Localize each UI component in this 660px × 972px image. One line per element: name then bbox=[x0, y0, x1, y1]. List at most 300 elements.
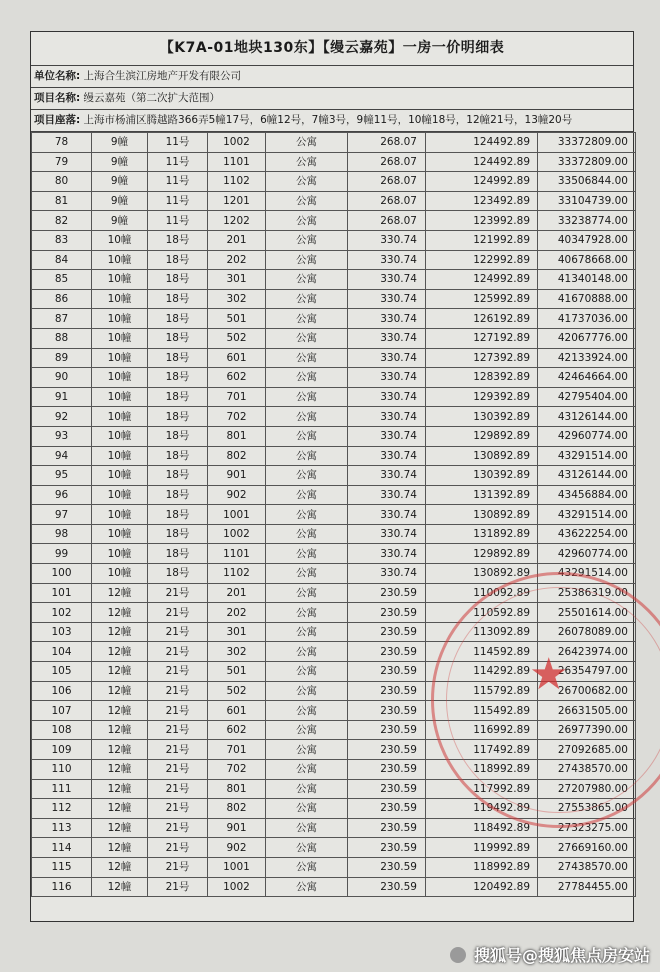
cell-area: 268.07 bbox=[348, 152, 426, 172]
cell-usage: 公寓 bbox=[266, 191, 348, 211]
cell-building: 10幢 bbox=[92, 289, 148, 309]
table-row bbox=[32, 662, 636, 682]
cell-area: 230.59 bbox=[348, 857, 426, 877]
table-row bbox=[32, 701, 636, 721]
cell-row-number: 95 bbox=[32, 466, 92, 486]
cell-row-number: 102 bbox=[32, 603, 92, 623]
cell-building: 12幢 bbox=[92, 622, 148, 642]
cell-total-price: 27784455.00 bbox=[538, 877, 636, 897]
cell-building: 12幢 bbox=[92, 662, 148, 682]
cell-unit-number: 18号 bbox=[148, 446, 208, 466]
cell-row-number: 90 bbox=[32, 368, 92, 388]
table-row bbox=[32, 387, 636, 407]
cell-usage: 公寓 bbox=[266, 838, 348, 858]
cell-area: 330.74 bbox=[348, 466, 426, 486]
cell-unit-number: 21号 bbox=[148, 681, 208, 701]
cell-unit-price: 119492.89 bbox=[426, 799, 538, 819]
cell-building: 12幢 bbox=[92, 583, 148, 603]
cell-building: 10幢 bbox=[92, 270, 148, 290]
cell-usage: 公寓 bbox=[266, 152, 348, 172]
cell-total-price: 42133924.00 bbox=[538, 348, 636, 368]
cell-unit-price: 124492.89 bbox=[426, 152, 538, 172]
cell-row-number: 116 bbox=[32, 877, 92, 897]
cell-unit-number: 21号 bbox=[148, 701, 208, 721]
cell-area: 268.07 bbox=[348, 172, 426, 192]
cell-area: 230.59 bbox=[348, 701, 426, 721]
cell-unit-number: 18号 bbox=[148, 348, 208, 368]
cell-area: 330.74 bbox=[348, 407, 426, 427]
cell-room: 301 bbox=[208, 622, 266, 642]
table-row bbox=[32, 838, 636, 858]
cell-unit-number: 18号 bbox=[148, 485, 208, 505]
developer-label: 单位名称: bbox=[34, 70, 81, 82]
cell-total-price: 40347928.00 bbox=[538, 230, 636, 250]
cell-row-number: 110 bbox=[32, 760, 92, 780]
cell-room: 701 bbox=[208, 740, 266, 760]
table-row bbox=[32, 152, 636, 172]
cell-unit-price: 130892.89 bbox=[426, 505, 538, 525]
cell-total-price: 42960774.00 bbox=[538, 426, 636, 446]
cell-usage: 公寓 bbox=[266, 799, 348, 819]
cell-row-number: 98 bbox=[32, 524, 92, 544]
cell-area: 230.59 bbox=[348, 603, 426, 623]
cell-unit-number: 11号 bbox=[148, 133, 208, 153]
cell-area: 230.59 bbox=[348, 662, 426, 682]
cell-usage: 公寓 bbox=[266, 505, 348, 525]
cell-unit-price: 118992.89 bbox=[426, 857, 538, 877]
cell-total-price: 27553865.00 bbox=[538, 799, 636, 819]
cell-total-price: 43126144.00 bbox=[538, 407, 636, 427]
cell-total-price: 26354797.00 bbox=[538, 662, 636, 682]
cell-building: 10幢 bbox=[92, 407, 148, 427]
cell-area: 230.59 bbox=[348, 799, 426, 819]
cell-building: 12幢 bbox=[92, 779, 148, 799]
cell-usage: 公寓 bbox=[266, 701, 348, 721]
cell-building: 9幢 bbox=[92, 152, 148, 172]
cell-room: 601 bbox=[208, 348, 266, 368]
cell-building: 12幢 bbox=[92, 760, 148, 780]
table-row bbox=[32, 642, 636, 662]
cell-room: 1102 bbox=[208, 172, 266, 192]
cell-room: 602 bbox=[208, 368, 266, 388]
document-title: 【K7A-01地块130东】【缦云嘉苑】一房一价明细表 bbox=[31, 32, 633, 66]
cell-room: 201 bbox=[208, 230, 266, 250]
cell-row-number: 109 bbox=[32, 740, 92, 760]
cell-unit-number: 18号 bbox=[148, 426, 208, 446]
price-table bbox=[31, 132, 636, 897]
cell-row-number: 113 bbox=[32, 818, 92, 838]
cell-room: 202 bbox=[208, 603, 266, 623]
cell-building: 12幢 bbox=[92, 740, 148, 760]
cell-total-price: 26700682.00 bbox=[538, 681, 636, 701]
project-value: 缦云嘉苑（第二次扩大范围） bbox=[83, 92, 221, 104]
cell-area: 330.74 bbox=[348, 524, 426, 544]
cell-total-price: 33372809.00 bbox=[538, 133, 636, 153]
table-row bbox=[32, 622, 636, 642]
cell-room: 1001 bbox=[208, 857, 266, 877]
cell-total-price: 33104739.00 bbox=[538, 191, 636, 211]
cell-unit-price: 124992.89 bbox=[426, 270, 538, 290]
cell-area: 268.07 bbox=[348, 191, 426, 211]
cell-unit-number: 21号 bbox=[148, 603, 208, 623]
cell-total-price: 27207980.00 bbox=[538, 779, 636, 799]
cell-area: 330.74 bbox=[348, 270, 426, 290]
cell-area: 268.07 bbox=[348, 211, 426, 231]
cell-unit-number: 21号 bbox=[148, 622, 208, 642]
cell-total-price: 43291514.00 bbox=[538, 505, 636, 525]
cell-row-number: 97 bbox=[32, 505, 92, 525]
cell-unit-price: 120492.89 bbox=[426, 877, 538, 897]
cell-usage: 公寓 bbox=[266, 818, 348, 838]
table-row bbox=[32, 799, 636, 819]
cell-row-number: 108 bbox=[32, 720, 92, 740]
cell-unit-number: 18号 bbox=[148, 250, 208, 270]
table-row bbox=[32, 211, 636, 231]
cell-usage: 公寓 bbox=[266, 740, 348, 760]
cell-building: 12幢 bbox=[92, 799, 148, 819]
cell-unit-price: 130392.89 bbox=[426, 407, 538, 427]
cell-row-number: 84 bbox=[32, 250, 92, 270]
cell-unit-number: 21号 bbox=[148, 740, 208, 760]
cell-unit-price: 118492.89 bbox=[426, 818, 538, 838]
cell-unit-number: 18号 bbox=[148, 368, 208, 388]
table-row bbox=[32, 466, 636, 486]
cell-row-number: 104 bbox=[32, 642, 92, 662]
cell-unit-price: 110592.89 bbox=[426, 603, 538, 623]
cell-usage: 公寓 bbox=[266, 564, 348, 584]
cell-unit-price: 129392.89 bbox=[426, 387, 538, 407]
cell-row-number: 88 bbox=[32, 328, 92, 348]
cell-usage: 公寓 bbox=[266, 544, 348, 564]
cell-building: 9幢 bbox=[92, 191, 148, 211]
table-row bbox=[32, 446, 636, 466]
cell-unit-price: 131392.89 bbox=[426, 485, 538, 505]
cell-building: 12幢 bbox=[92, 818, 148, 838]
cell-room: 502 bbox=[208, 681, 266, 701]
cell-unit-number: 18号 bbox=[148, 387, 208, 407]
cell-unit-price: 123492.89 bbox=[426, 191, 538, 211]
cell-building: 12幢 bbox=[92, 701, 148, 721]
cell-area: 330.74 bbox=[348, 328, 426, 348]
cell-usage: 公寓 bbox=[266, 877, 348, 897]
cell-area: 330.74 bbox=[348, 426, 426, 446]
cell-room: 801 bbox=[208, 426, 266, 446]
cell-unit-number: 11号 bbox=[148, 191, 208, 211]
cell-usage: 公寓 bbox=[266, 426, 348, 446]
cell-usage: 公寓 bbox=[266, 603, 348, 623]
cell-row-number: 96 bbox=[32, 485, 92, 505]
cell-room: 1002 bbox=[208, 524, 266, 544]
cell-unit-price: 130892.89 bbox=[426, 446, 538, 466]
cell-row-number: 89 bbox=[32, 348, 92, 368]
cell-usage: 公寓 bbox=[266, 446, 348, 466]
cell-unit-number: 18号 bbox=[148, 544, 208, 564]
cell-room: 201 bbox=[208, 583, 266, 603]
table-row bbox=[32, 524, 636, 544]
table-row bbox=[32, 485, 636, 505]
cell-building: 12幢 bbox=[92, 838, 148, 858]
cell-unit-price: 130392.89 bbox=[426, 466, 538, 486]
cell-total-price: 41737036.00 bbox=[538, 309, 636, 329]
cell-usage: 公寓 bbox=[266, 328, 348, 348]
cell-building: 12幢 bbox=[92, 603, 148, 623]
cell-unit-number: 21号 bbox=[148, 662, 208, 682]
cell-area: 230.59 bbox=[348, 583, 426, 603]
cell-unit-price: 113092.89 bbox=[426, 622, 538, 642]
cell-unit-number: 18号 bbox=[148, 328, 208, 348]
cell-unit-price: 124492.89 bbox=[426, 133, 538, 153]
cell-row-number: 105 bbox=[32, 662, 92, 682]
cell-area: 230.59 bbox=[348, 838, 426, 858]
cell-total-price: 40678668.00 bbox=[538, 250, 636, 270]
table-row bbox=[32, 505, 636, 525]
cell-area: 330.74 bbox=[348, 564, 426, 584]
cell-usage: 公寓 bbox=[266, 760, 348, 780]
cell-area: 230.59 bbox=[348, 642, 426, 662]
cell-usage: 公寓 bbox=[266, 289, 348, 309]
watermark-text: 搜狐号@搜狐焦点房安站 bbox=[473, 946, 650, 965]
cell-usage: 公寓 bbox=[266, 466, 348, 486]
cell-row-number: 92 bbox=[32, 407, 92, 427]
cell-unit-price: 114592.89 bbox=[426, 642, 538, 662]
table-row bbox=[32, 309, 636, 329]
cell-area: 330.74 bbox=[348, 505, 426, 525]
cell-area: 330.74 bbox=[348, 368, 426, 388]
cell-room: 1001 bbox=[208, 505, 266, 525]
cell-unit-price: 128392.89 bbox=[426, 368, 538, 388]
cell-row-number: 79 bbox=[32, 152, 92, 172]
cell-usage: 公寓 bbox=[266, 642, 348, 662]
cell-room: 601 bbox=[208, 701, 266, 721]
watermark-logo-icon bbox=[450, 947, 466, 963]
cell-usage: 公寓 bbox=[266, 407, 348, 427]
cell-row-number: 101 bbox=[32, 583, 92, 603]
cell-unit-number: 11号 bbox=[148, 211, 208, 231]
cell-usage: 公寓 bbox=[266, 309, 348, 329]
cell-unit-price: 117492.89 bbox=[426, 740, 538, 760]
table-row bbox=[32, 289, 636, 309]
cell-unit-price: 110092.89 bbox=[426, 583, 538, 603]
cell-room: 1201 bbox=[208, 191, 266, 211]
cell-unit-number: 18号 bbox=[148, 564, 208, 584]
cell-usage: 公寓 bbox=[266, 270, 348, 290]
cell-unit-number: 21号 bbox=[148, 583, 208, 603]
cell-unit-number: 21号 bbox=[148, 760, 208, 780]
table-row bbox=[32, 348, 636, 368]
cell-row-number: 107 bbox=[32, 701, 92, 721]
cell-unit-number: 18号 bbox=[148, 270, 208, 290]
developer-value: 上海合生滨江房地产开发有限公司 bbox=[83, 70, 242, 82]
cell-total-price: 33238774.00 bbox=[538, 211, 636, 231]
cell-building: 10幢 bbox=[92, 564, 148, 584]
cell-unit-number: 18号 bbox=[148, 524, 208, 544]
cell-total-price: 27438570.00 bbox=[538, 760, 636, 780]
seal-star-icon: ★ bbox=[529, 649, 569, 700]
cell-total-price: 26631505.00 bbox=[538, 701, 636, 721]
cell-usage: 公寓 bbox=[266, 368, 348, 388]
cell-room: 802 bbox=[208, 799, 266, 819]
cell-building: 10幢 bbox=[92, 387, 148, 407]
cell-row-number: 80 bbox=[32, 172, 92, 192]
cell-room: 602 bbox=[208, 720, 266, 740]
table-row bbox=[32, 740, 636, 760]
cell-row-number: 78 bbox=[32, 133, 92, 153]
cell-usage: 公寓 bbox=[266, 387, 348, 407]
cell-room: 801 bbox=[208, 779, 266, 799]
cell-unit-price: 116992.89 bbox=[426, 720, 538, 740]
cell-row-number: 100 bbox=[32, 564, 92, 584]
cell-room: 901 bbox=[208, 818, 266, 838]
cell-total-price: 25501614.00 bbox=[538, 603, 636, 623]
cell-room: 902 bbox=[208, 838, 266, 858]
cell-unit-number: 21号 bbox=[148, 818, 208, 838]
cell-total-price: 26078089.00 bbox=[538, 622, 636, 642]
cell-usage: 公寓 bbox=[266, 250, 348, 270]
table-row bbox=[32, 583, 636, 603]
cell-unit-price: 121992.89 bbox=[426, 230, 538, 250]
cell-area: 330.74 bbox=[348, 250, 426, 270]
cell-unit-number: 21号 bbox=[148, 838, 208, 858]
cell-building: 10幢 bbox=[92, 544, 148, 564]
cell-room: 902 bbox=[208, 485, 266, 505]
cell-usage: 公寓 bbox=[266, 779, 348, 799]
cell-total-price: 43622254.00 bbox=[538, 524, 636, 544]
cell-usage: 公寓 bbox=[266, 230, 348, 250]
cell-room: 1002 bbox=[208, 133, 266, 153]
location-row bbox=[31, 110, 633, 132]
cell-area: 330.74 bbox=[348, 544, 426, 564]
cell-row-number: 103 bbox=[32, 622, 92, 642]
cell-usage: 公寓 bbox=[266, 662, 348, 682]
cell-unit-number: 21号 bbox=[148, 642, 208, 662]
cell-usage: 公寓 bbox=[266, 524, 348, 544]
cell-room: 501 bbox=[208, 662, 266, 682]
cell-building: 10幢 bbox=[92, 309, 148, 329]
cell-total-price: 43291514.00 bbox=[538, 564, 636, 584]
table-row bbox=[32, 760, 636, 780]
cell-row-number: 83 bbox=[32, 230, 92, 250]
table-row bbox=[32, 230, 636, 250]
cell-total-price: 27438570.00 bbox=[538, 857, 636, 877]
cell-building: 10幢 bbox=[92, 485, 148, 505]
price-table-body bbox=[32, 133, 636, 897]
cell-total-price: 42795404.00 bbox=[538, 387, 636, 407]
cell-area: 230.59 bbox=[348, 877, 426, 897]
cell-building: 12幢 bbox=[92, 642, 148, 662]
cell-total-price: 41340148.00 bbox=[538, 270, 636, 290]
cell-building: 10幢 bbox=[92, 368, 148, 388]
table-row bbox=[32, 270, 636, 290]
location-label: 项目座落: bbox=[34, 114, 81, 126]
cell-usage: 公寓 bbox=[266, 720, 348, 740]
cell-room: 802 bbox=[208, 446, 266, 466]
cell-unit-number: 18号 bbox=[148, 407, 208, 427]
cell-unit-number: 21号 bbox=[148, 857, 208, 877]
project-row bbox=[31, 88, 633, 110]
cell-row-number: 93 bbox=[32, 426, 92, 446]
cell-building: 10幢 bbox=[92, 466, 148, 486]
cell-total-price: 33506844.00 bbox=[538, 172, 636, 192]
cell-unit-number: 18号 bbox=[148, 505, 208, 525]
cell-area: 230.59 bbox=[348, 622, 426, 642]
cell-unit-price: 123992.89 bbox=[426, 211, 538, 231]
cell-building: 10幢 bbox=[92, 505, 148, 525]
cell-total-price: 43126144.00 bbox=[538, 466, 636, 486]
table-row bbox=[32, 779, 636, 799]
cell-room: 1002 bbox=[208, 877, 266, 897]
cell-unit-price: 127392.89 bbox=[426, 348, 538, 368]
cell-total-price: 43291514.00 bbox=[538, 446, 636, 466]
cell-unit-number: 11号 bbox=[148, 172, 208, 192]
cell-area: 230.59 bbox=[348, 760, 426, 780]
cell-room: 202 bbox=[208, 250, 266, 270]
cell-row-number: 94 bbox=[32, 446, 92, 466]
cell-row-number: 111 bbox=[32, 779, 92, 799]
location-value: 上海市杨浦区腾越路366弄5幢17号，6幢12号，7幢3号，9幢11号，10幢18号，12幢21号，13幢20号 bbox=[83, 114, 573, 126]
table-row bbox=[32, 407, 636, 427]
cell-room: 302 bbox=[208, 289, 266, 309]
cell-room: 1101 bbox=[208, 152, 266, 172]
cell-row-number: 82 bbox=[32, 211, 92, 231]
cell-usage: 公寓 bbox=[266, 172, 348, 192]
cell-unit-number: 21号 bbox=[148, 720, 208, 740]
cell-row-number: 114 bbox=[32, 838, 92, 858]
source-watermark bbox=[450, 943, 650, 966]
cell-building: 10幢 bbox=[92, 446, 148, 466]
cell-usage: 公寓 bbox=[266, 485, 348, 505]
cell-building: 12幢 bbox=[92, 857, 148, 877]
cell-building: 10幢 bbox=[92, 348, 148, 368]
cell-room: 302 bbox=[208, 642, 266, 662]
table-row bbox=[32, 544, 636, 564]
cell-unit-price: 126192.89 bbox=[426, 309, 538, 329]
cell-unit-price: 115792.89 bbox=[426, 681, 538, 701]
cell-unit-price: 122992.89 bbox=[426, 250, 538, 270]
table-row bbox=[32, 564, 636, 584]
cell-room: 301 bbox=[208, 270, 266, 290]
cell-row-number: 115 bbox=[32, 857, 92, 877]
cell-room: 501 bbox=[208, 309, 266, 329]
table-row bbox=[32, 603, 636, 623]
table-row bbox=[32, 172, 636, 192]
cell-total-price: 42067776.00 bbox=[538, 328, 636, 348]
cell-building: 10幢 bbox=[92, 426, 148, 446]
cell-usage: 公寓 bbox=[266, 583, 348, 603]
cell-total-price: 42464664.00 bbox=[538, 368, 636, 388]
cell-area: 330.74 bbox=[348, 485, 426, 505]
cell-unit-price: 117992.89 bbox=[426, 779, 538, 799]
cell-unit-number: 18号 bbox=[148, 289, 208, 309]
cell-area: 330.74 bbox=[348, 387, 426, 407]
cell-building: 9幢 bbox=[92, 211, 148, 231]
cell-usage: 公寓 bbox=[266, 211, 348, 231]
cell-building: 10幢 bbox=[92, 524, 148, 544]
cell-row-number: 99 bbox=[32, 544, 92, 564]
cell-row-number: 87 bbox=[32, 309, 92, 329]
cell-unit-price: 115492.89 bbox=[426, 701, 538, 721]
cell-total-price: 25386319.00 bbox=[538, 583, 636, 603]
cell-total-price: 26423974.00 bbox=[538, 642, 636, 662]
cell-room: 1102 bbox=[208, 564, 266, 584]
cell-room: 901 bbox=[208, 466, 266, 486]
cell-unit-number: 18号 bbox=[148, 466, 208, 486]
cell-area: 230.59 bbox=[348, 779, 426, 799]
cell-building: 9幢 bbox=[92, 172, 148, 192]
cell-row-number: 106 bbox=[32, 681, 92, 701]
cell-area: 230.59 bbox=[348, 740, 426, 760]
cell-row-number: 112 bbox=[32, 799, 92, 819]
table-row bbox=[32, 681, 636, 701]
